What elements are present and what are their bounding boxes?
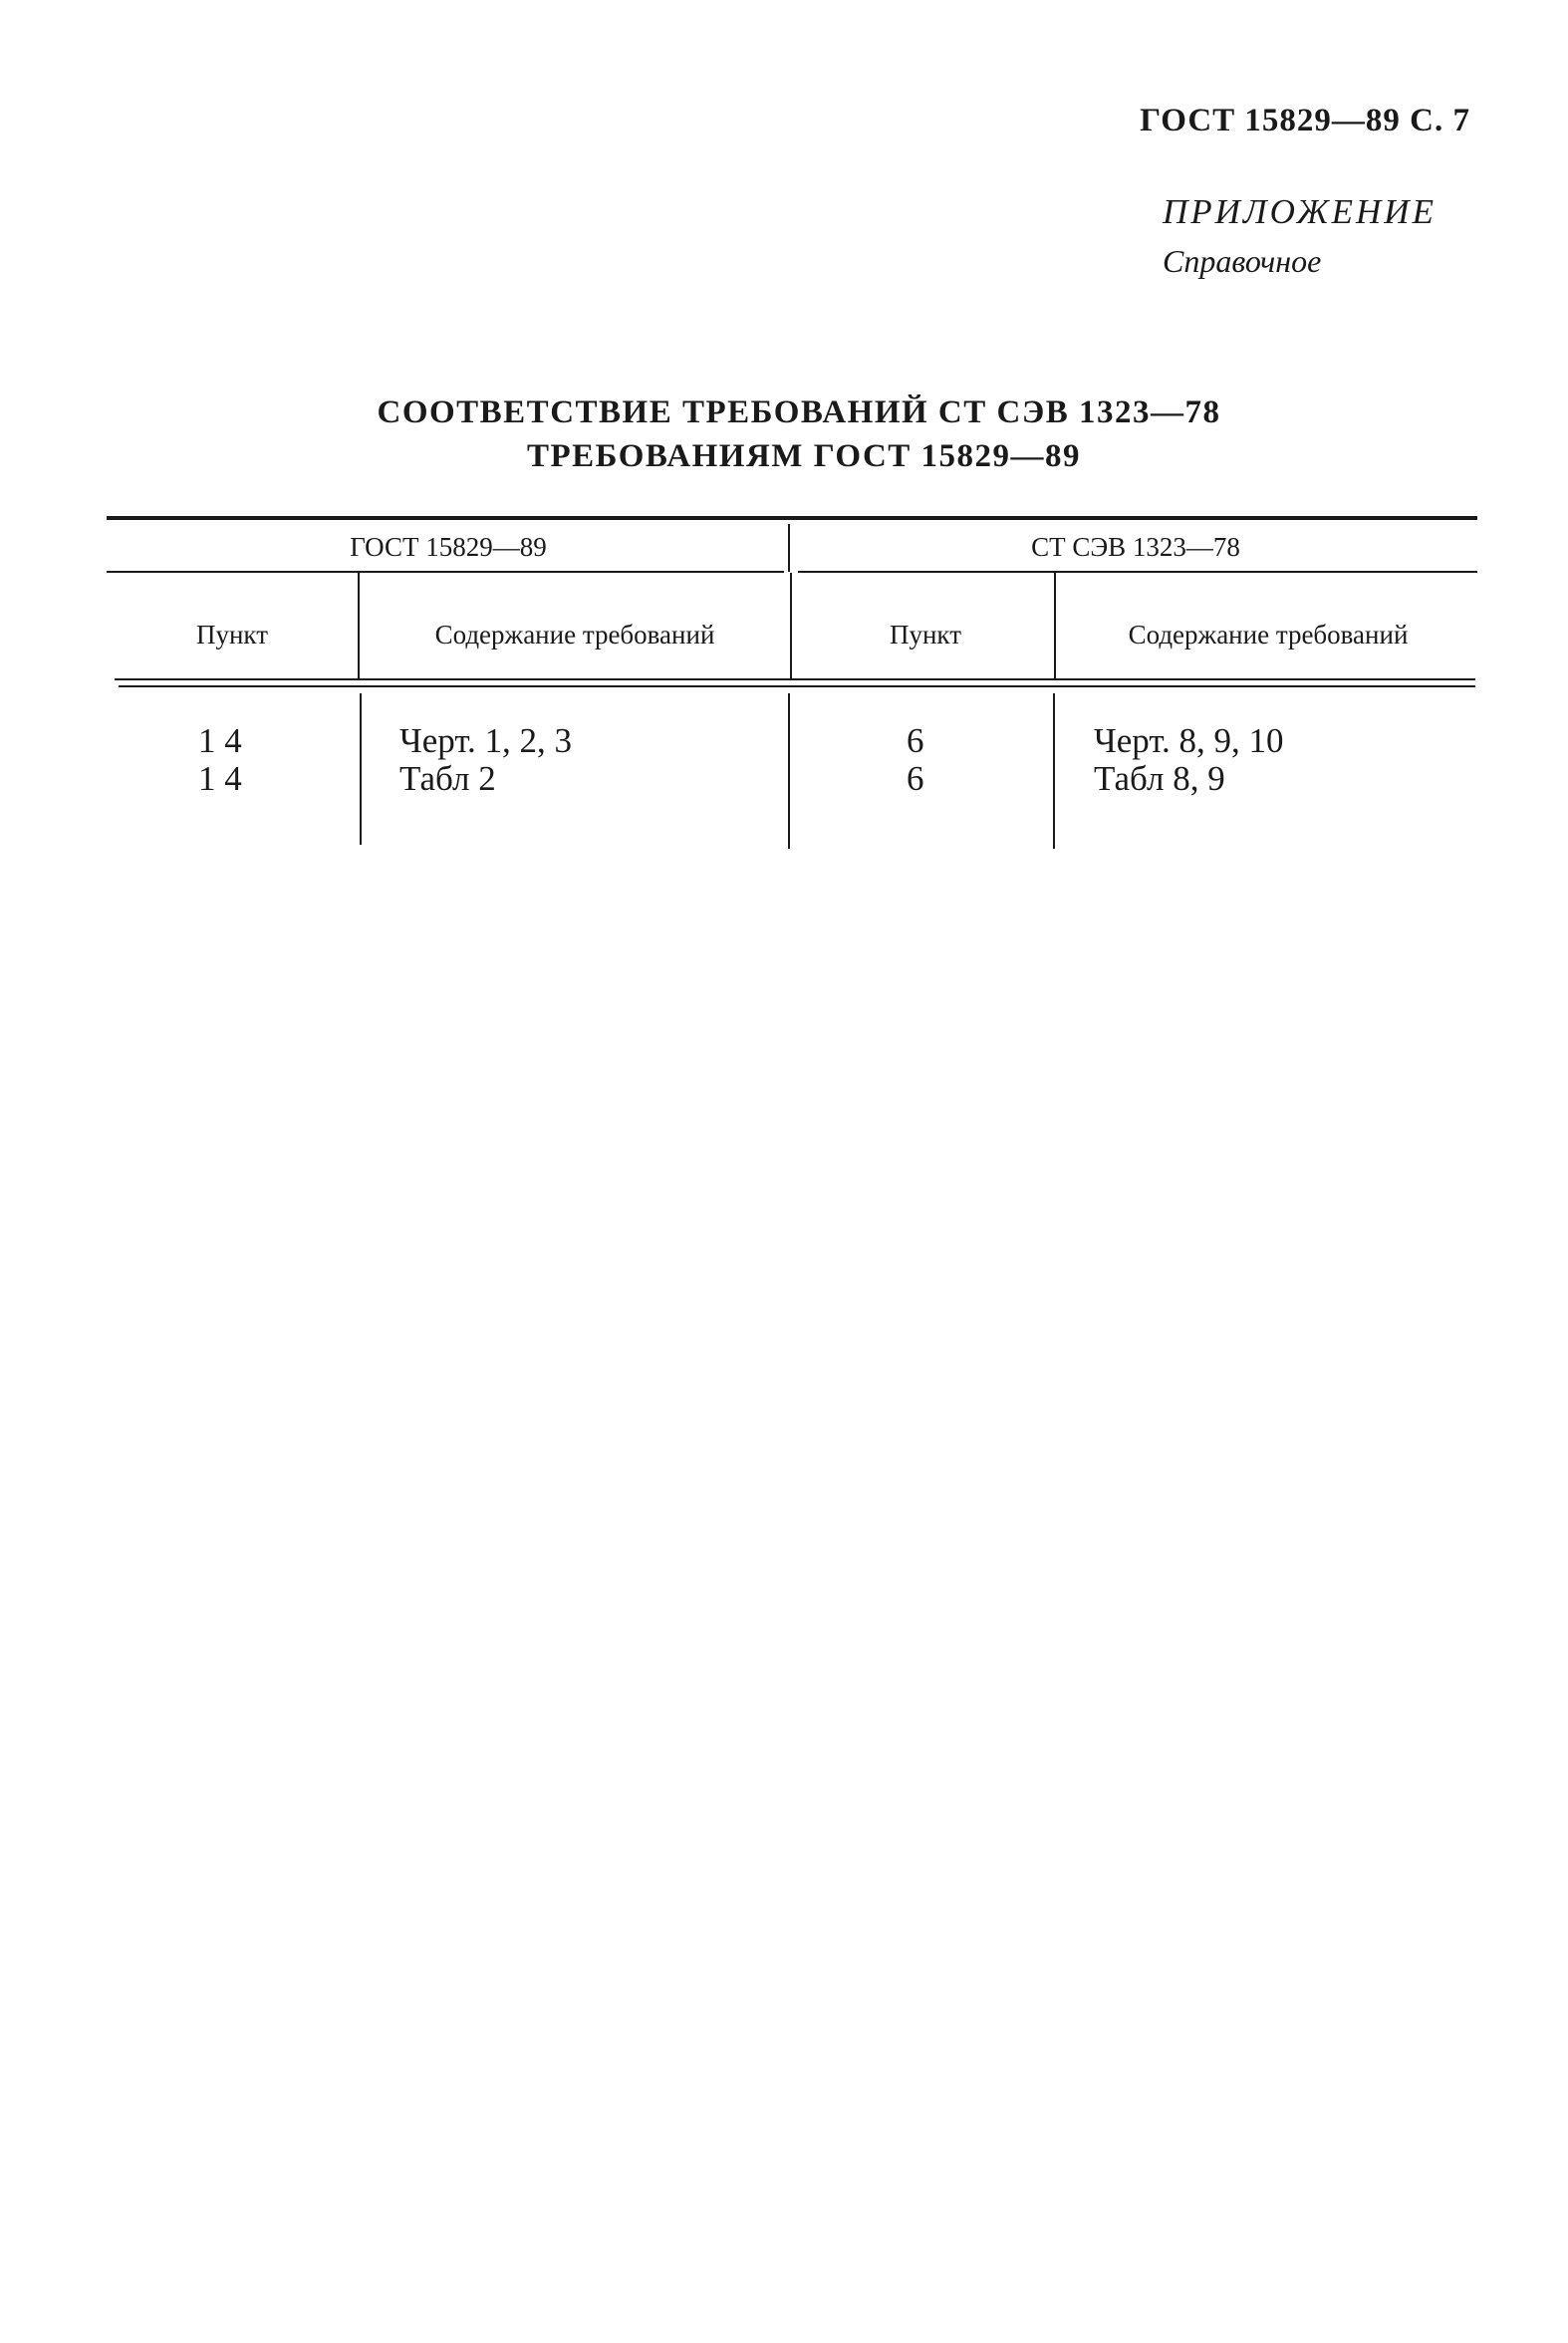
cell-left-content: Черт. 1, 2, 3 <box>399 721 572 760</box>
col-header-left-point: Пункт <box>195 620 268 650</box>
group-rule-left <box>107 571 784 573</box>
appendix-label: ПРИЛОЖЕНИЕ <box>1163 192 1437 231</box>
cell-right-point: 6 <box>907 759 924 798</box>
cell-right-content: Черт. 8, 9, 10 <box>1094 721 1284 760</box>
correspondence-table <box>107 516 1477 855</box>
cell-right-point: 6 <box>907 721 924 760</box>
title-line-2: ТРЕБОВАНИЯМ ГОСТ 15829—89 <box>526 438 1082 474</box>
col-header-right-point: Пункт <box>889 620 961 650</box>
title-line-1: СООТВЕТСТВИЕ ТРЕБОВАНИЙ СТ СЭВ 1323—78 <box>377 394 1221 430</box>
appendix-type: Справочное <box>1163 243 1322 279</box>
table-top-rule <box>107 516 1477 520</box>
vrule-left-body <box>360 693 362 845</box>
document-title <box>0 390 1568 478</box>
col-header-left-content: Содержание требований <box>434 620 715 650</box>
cell-left-point: 1 4 <box>198 721 242 760</box>
vrule-right-body <box>1053 693 1055 849</box>
vrule-center-body <box>788 693 790 849</box>
group-header-left: ГОСТ 15829—89 <box>350 532 547 562</box>
vrule-center-header <box>790 573 792 680</box>
vrule-left-header <box>358 573 360 680</box>
cell-left-content: Табл 2 <box>399 759 496 798</box>
header-double-rule-1 <box>115 678 1475 680</box>
cell-left-point: 1 4 <box>198 759 242 798</box>
group-rule-right <box>798 571 1477 573</box>
vrule-right-header <box>1054 573 1056 680</box>
cell-right-content: Табл 8, 9 <box>1094 759 1225 798</box>
col-header-right-content: Содержание требований <box>1128 620 1409 650</box>
header-double-rule-2 <box>119 685 1475 687</box>
page-header-ref: ГОСТ 15829—89 С. 7 <box>1140 103 1470 138</box>
vrule-center <box>788 524 790 572</box>
group-header-right: СТ СЭВ 1323—78 <box>1031 532 1240 562</box>
